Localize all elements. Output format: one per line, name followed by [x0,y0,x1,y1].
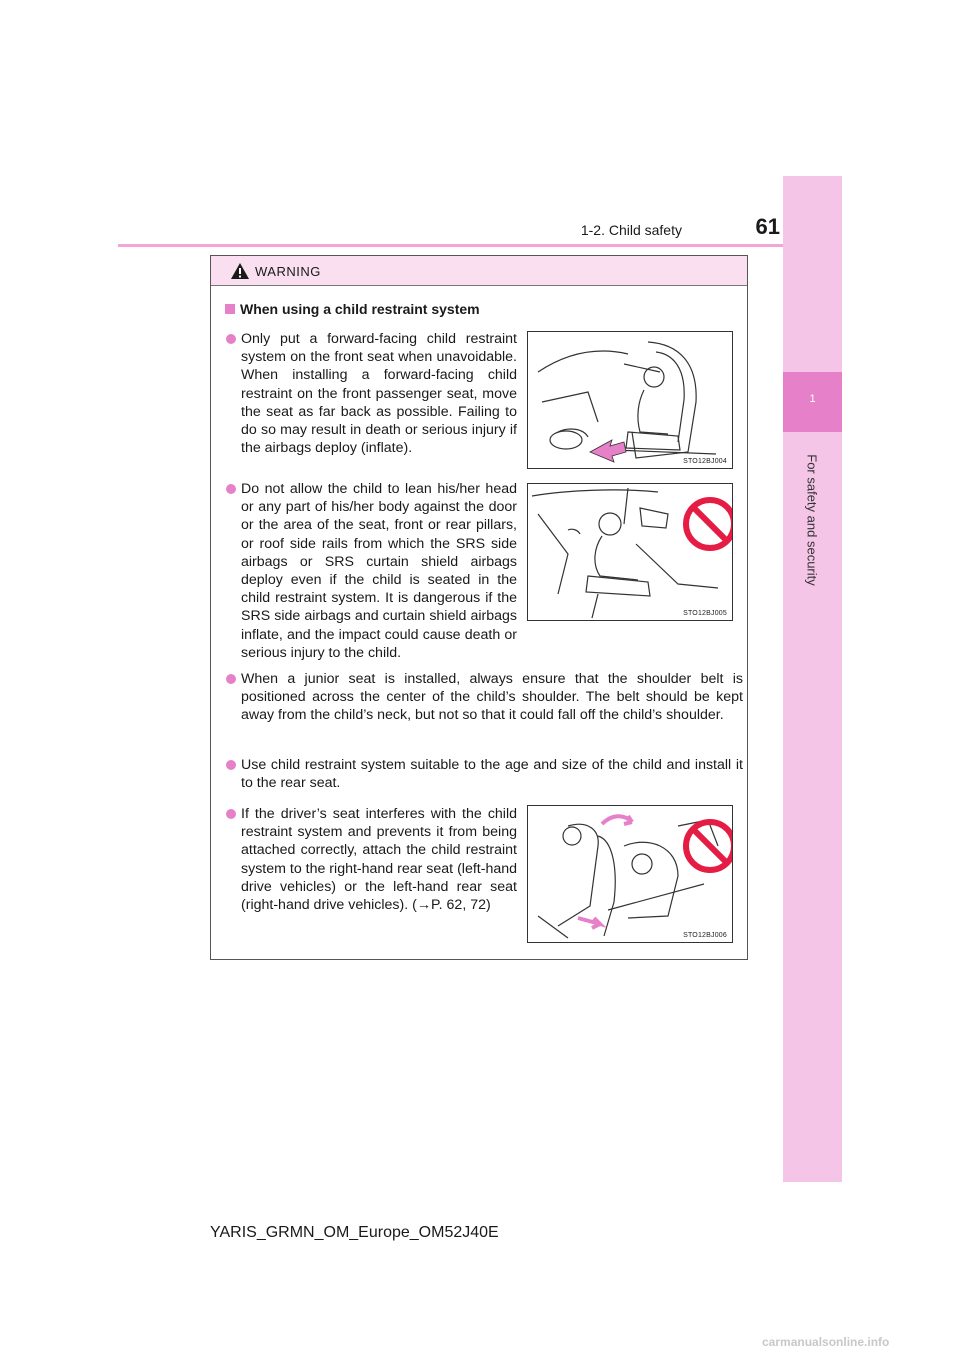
warning-item [241,756,743,792]
figure-driver-seat-interference [527,805,733,943]
driver-seat-interference-illustration [528,806,733,943]
bullet-dot-icon [226,760,236,770]
warning-item-text: Only put a forward-facing child restraint system on the front seat when unavoidable. When installing a forward-facing child restraint on the front passenger seat, move the seat as far back as possible. Failing to do so may result in death or serious injury if the airbags deploy (inflate). [241,331,517,457]
warning-label: WARNING [255,264,321,279]
subheading-text: When using a child restraint system [240,301,480,317]
warning-item-text: Use child restraint system suitable to the age and size of the child and install it to the rear seat. [241,757,743,792]
page-number: 61 [755,214,780,239]
watermark: carmanualsonline.info [762,1335,890,1349]
figure-code: STO12BJ005 [683,610,727,617]
warning-item [241,670,743,725]
figure-code: STO12BJ004 [683,458,727,465]
warning-subheading [225,301,480,317]
chapter-side-tab [783,176,842,1182]
chapter-label: For safety and security [804,454,820,586]
warning-header [211,256,747,286]
warning-item [241,330,517,457]
bullet-dot-icon [226,674,236,684]
bullet-dot-icon [226,334,236,344]
warning-item-text: When a junior seat is installed, always ensure that the shoulder belt is positioned across the center of the child’s shoulder. The belt should be kept away from the child’s neck, but not so that it could fall off the child’s shoulder. [241,671,743,724]
warning-box [210,255,748,960]
bullet-dot-icon [226,484,236,494]
warning-item-text: If the driver’s seat interferes with the child restraint system and prevents it from being attached correctly, attach the child restraint system to the right-hand rear seat (left-hand drive vehicles) or the left-hand rear seat (right-hand drive vehicles). (→P. 62, 72) [241,806,518,914]
chapter-number: 1 [809,393,816,405]
warning-item [241,805,517,914]
warning-item-text: Do not allow the child to lean his/her head or any part of his/her body against the door or the area of the seat, front or rear pillars, or roof side rails from which the SRS side airbags or SRS curtain shield airbags deploy even if the child is seated in the child restraint system. It is dangerous if the SRS side airbags and curtain shield airbags inflate, and the impact could cause death or serious injury to the child. [241,481,517,661]
figure-code: STO12BJ006 [683,932,727,939]
warning-item [241,480,517,662]
warning-triangle-icon [230,262,250,280]
square-bullet-icon [225,304,235,314]
header-rule [118,244,783,247]
figure-child-leaning-door [527,483,733,621]
child-leaning-door-illustration [528,484,733,621]
forward-facing-seat-illustration [528,332,733,469]
figure-forward-facing-seat [527,331,733,469]
document-id: YARIS_GRMN_OM_Europe_OM52J40E [210,1224,499,1241]
bullet-dot-icon [226,809,236,819]
section-title: 1-2. Child safety [580,222,682,238]
